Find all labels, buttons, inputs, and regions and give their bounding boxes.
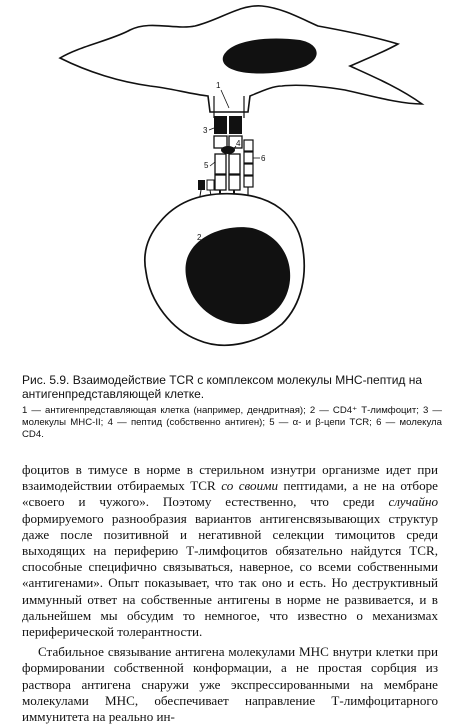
caption-title: Рис. 5.9. Взаимодействие TCR с комплексом молекулы МНС-пептид на антигенпредставляющей клетке. xyxy=(22,373,423,401)
label-4: 4 xyxy=(236,139,241,148)
label-3: 3 xyxy=(203,126,208,135)
p1-emphasis-1: со своими xyxy=(221,478,279,494)
body-text xyxy=(22,462,438,725)
label-5: 5 xyxy=(204,161,209,170)
p1-text-a: фоцитов в тимусе в норме в стерильном изнутри организме идет при взаимодействии отбираемых TCR xyxy=(22,462,438,494)
label-6: 6 xyxy=(261,154,266,163)
label-2: 2 xyxy=(197,233,202,242)
peptide-antigen xyxy=(221,146,235,154)
p1-text-c: формируемого разнообразия вариантов антигенсвязывающих структур даже после позитивной и негативной селекции тимоцитов среди выходящих на периферию Т-лимфоцитов обязательно найдутся TCR, способные специфично связываться, наверное, со всеми собственными «антигенами». Опыт показывает, что так оно и есть. Но деструктивный иммунный ответ на собственные антигены в норме не развивается, и в дальнейшем мы обсудим то немногое, что известно о механизмах периферической толерантности. xyxy=(22,510,438,640)
paragraph-1 xyxy=(22,462,438,640)
figure-caption xyxy=(22,373,442,441)
p1-emphasis-2: случайно xyxy=(388,494,438,510)
paragraph-2: Стабильное связывание антигена молекулами МНС внутри клетки при формировании собственной конформации, а не простая сорбция из раствора антигена снаружи уже экспрессированными на мембране молекулами МНС, обеспечивает направление Т-лимфоцитарного иммунитета на реально ин- xyxy=(22,644,438,725)
label-1: 1 xyxy=(216,81,221,90)
p1-text-b: пептидами, а не на отборе «своего и чужого». Поэтому естественно, что среди xyxy=(22,478,438,510)
caption-legend: 1 — антигенпредставляющая клетка (например, дендритная); 2 — CD4⁺ Т-лимфоцит; 3 — молекулы МНС-II; 4 — пептид (собственно антиген); 5 — α- и β-цепи TCR; 6 — молекула CD4. xyxy=(22,405,442,440)
